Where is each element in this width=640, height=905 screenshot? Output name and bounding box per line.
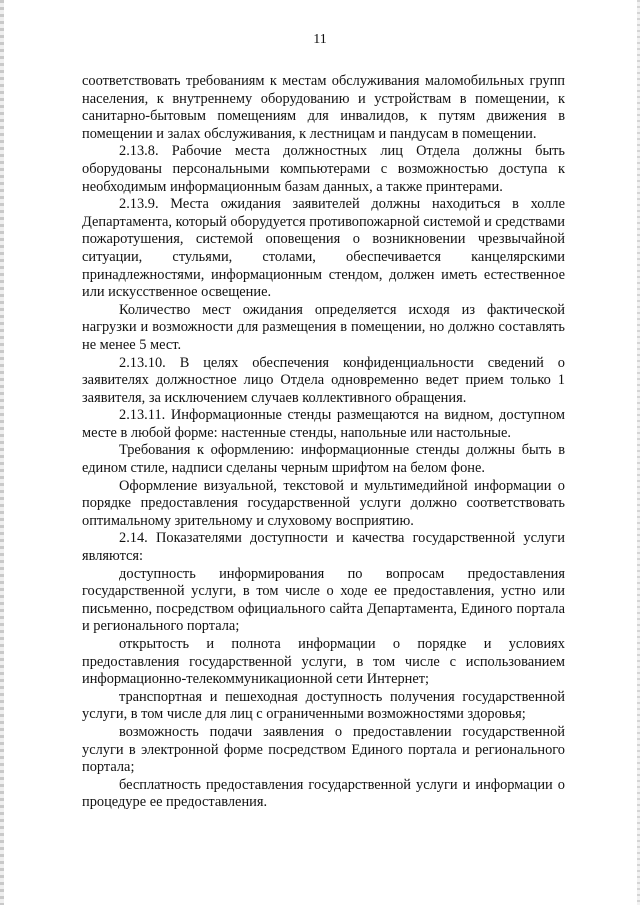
paragraph-design-requirements: Требования к оформлению: информационные стенды должны быть в едином стиле, надписи сделаны черным шрифтом на белом фоне.: [82, 442, 565, 477]
paragraph-openness: открытость и полнота информации о порядке и условиях предоставления государственной услуги, в том числе с использованием информационно-телекоммуникационной сети Интернет;: [82, 636, 565, 688]
paragraph-waiting-places-count: Количество мест ожидания определяется исходя из фактической нагрузки и возможности для размещения в помещении, но должно составлять не менее 5 мест.: [82, 301, 565, 353]
paragraph-information-design: Оформление визуальной, текстовой и мультимедийной информации о порядке предоставления государственной услуги должно соответствовать оптимальному зрительному и слуховому восприятию.: [82, 477, 565, 529]
paragraph-free-of-charge: бесплатность предоставления государственной услуги и информации о процедуре ее предоставления.: [82, 776, 565, 811]
paragraph-2-13-9: 2.13.9. Места ожидания заявителей должны находиться в холле Департамента, который оборудуется противопожарной системой и средствами пожаротушения, системой оповещения о возникновении чрезвычайной ситуации, стульями, столами, обеспечивается канцелярскими принадлежностями, информационным стендом, должен иметь естественное или искусственное освещение.: [82, 196, 565, 301]
scan-edge-left: [0, 0, 4, 905]
paragraph-2-13-8: 2.13.8. Рабочие места должностных лиц Отдела должны быть оборудованы персональными компьютерами с возможностью доступа к необходимым информационным базам данных, а также принтерами.: [82, 143, 565, 195]
document-body: [82, 73, 565, 812]
paragraph-continuation: соответствовать требованиям к местам обслуживания маломобильных групп населения, к внутреннему оборудованию и устройствам в помещении, к санитарно-бытовым помещениям для инвалидов, к путям движения в помещении и залах обслуживания, к лестницам и пандусам в помещении.: [82, 73, 565, 142]
paragraph-2-13-10: 2.13.10. В целях обеспечения конфиденциальности сведений о заявителях должностное лицо Отдела одновременно ведет прием только 1 заявителя, за исключением случаев коллективного обращения.: [82, 354, 565, 406]
paragraph-2-13-11: 2.13.11. Информационные стенды размещаются на видном, доступном месте в любой форме: настенные стенды, напольные или настольные.: [82, 407, 565, 441]
paragraph-2-14: 2.14. Показателями доступности и качества государственной услуги являются:: [82, 530, 565, 565]
paragraph-electronic-submission: возможность подачи заявления о предоставлении государственной услуги в электронной форме посредством Единого портала и регионального портала;: [82, 723, 565, 776]
paragraph-informing-availability: доступность информирования по вопросам предоставления государственной услуги, в том числе о ходе ее предоставления, устно или письменно, посредством официального сайта Департамента, Единого портала и регионального портала;: [82, 565, 565, 635]
paragraph-transport-accessibility: транспортная и пешеходная доступность получения государственной услуги, в том числе для лиц с ограниченными возможностями здоровья;: [82, 688, 565, 723]
page-number: 11: [313, 32, 327, 47]
